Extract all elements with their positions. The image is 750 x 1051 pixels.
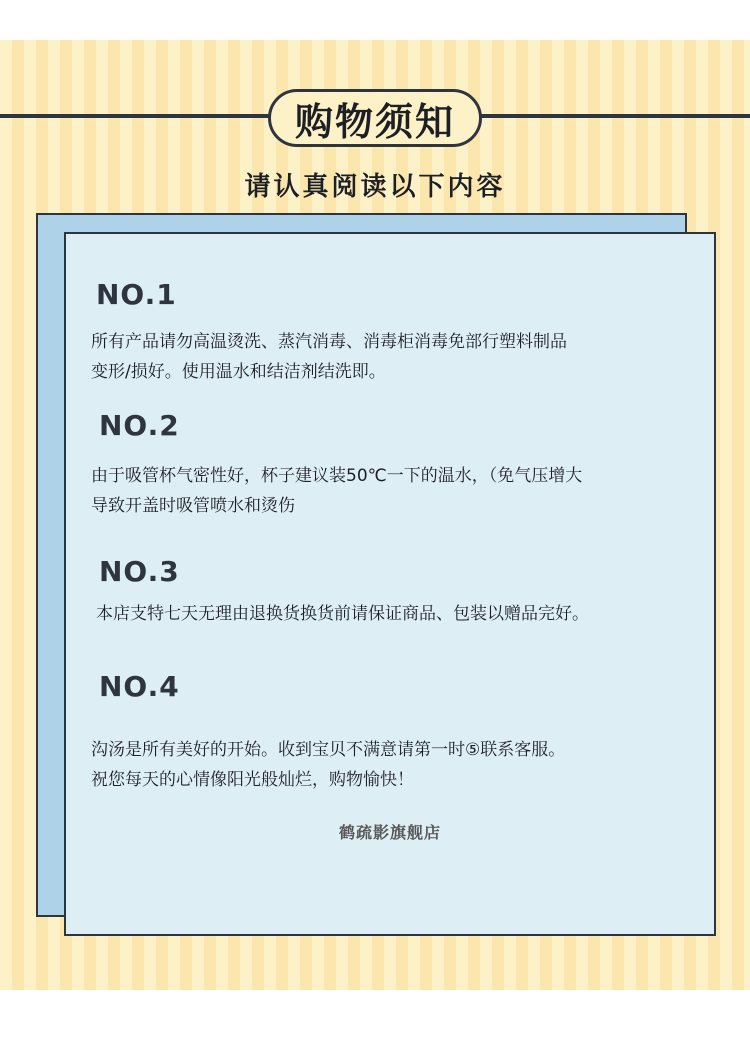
- title-badge: [268, 89, 482, 147]
- page-subtitle: 请认真阅读以下内容: [244, 172, 506, 202]
- notice-4-number: NO.4: [99, 670, 180, 703]
- notice-1-number: NO.1: [96, 278, 177, 311]
- page-title: 购物须知: [294, 99, 455, 144]
- notice-2-number: NO.2: [99, 409, 180, 442]
- notice-4-line-2: 祝您每天的心情像阳光般灿烂，购物愉快！: [91, 770, 414, 790]
- notice-4-line-1: 沟汤是所有美好的开始。收到宝贝不满意请第一时⑤联系客服。: [91, 740, 566, 760]
- notice-3-number: NO.3: [99, 555, 180, 588]
- notice-1-line-2: 变形/损好。使用温水和结洁剂结洗即。: [91, 362, 386, 382]
- notice-2-line-1: 由于吸管杯气密性好，杯子建议装50℃一下的温水，（免气压增大: [91, 466, 583, 486]
- notice-2-line-2: 导致开盖时吸管喷水和烫伤: [91, 496, 295, 516]
- notice-1-line-1: 所有产品请勿高温烫洗、蒸汽消毒、消毒柜消毒免部行塑料制品: [91, 332, 567, 352]
- store-name: 鹤疏影旗舰店: [338, 823, 441, 842]
- notice-3-line-1: 本店支特七天无理由退换货换货前请保证商品、包装以赠品完好。: [96, 604, 589, 624]
